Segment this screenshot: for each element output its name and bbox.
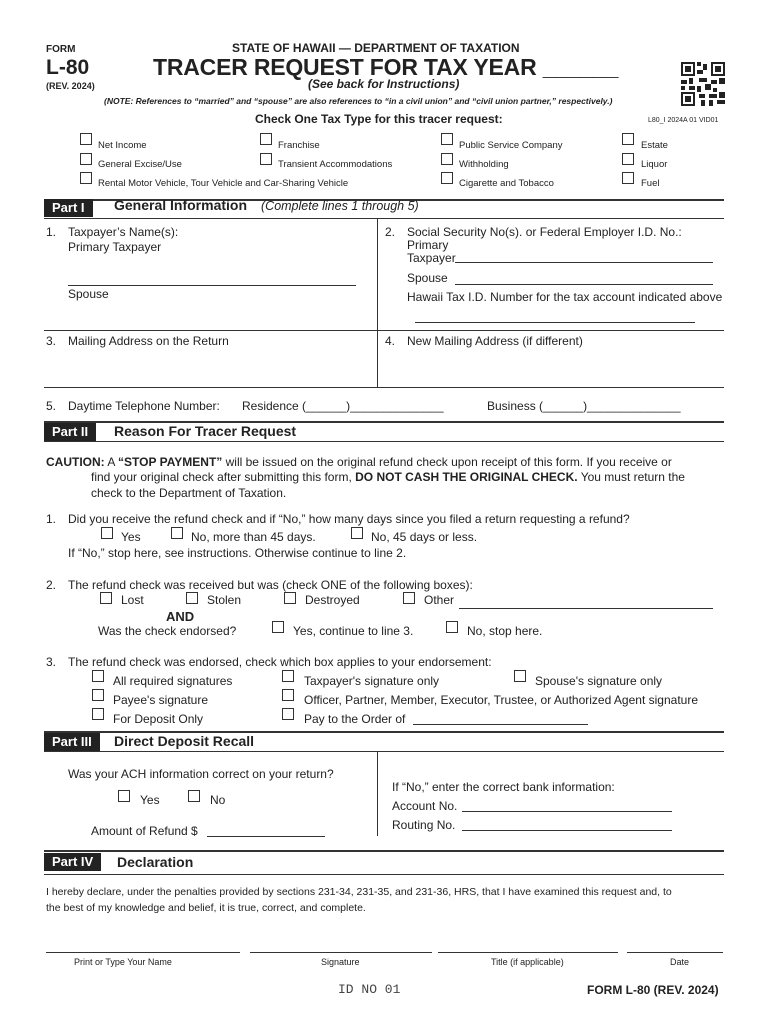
form-number: L-80 xyxy=(46,56,90,79)
part1-bottom-rule xyxy=(44,218,724,219)
label-rental-motor-vehicle: Rental Motor Vehicle, Tour Vehicle and Car-Sharing Vehicle xyxy=(98,178,349,189)
q3-number: 3. xyxy=(46,655,57,669)
label-public-service-company: Public Service Company xyxy=(459,140,563,151)
page-title: TRACER REQUEST FOR TAX YEAR ______ xyxy=(153,54,619,80)
q1-text: Did you receive the refund check and if “No,” how many days since you filed a return requesting a refund? xyxy=(68,512,630,526)
checkbox-ach-no[interactable] xyxy=(188,790,200,802)
checkbox-transient-accommodations[interactable] xyxy=(260,153,272,165)
line3-label: Mailing Address on the Return xyxy=(68,334,229,348)
pay-to-order-label: Pay to the Order of xyxy=(304,712,406,726)
primary-taxpayer-label: Primary Taxpayer xyxy=(68,240,162,254)
destroyed-label: Destroyed xyxy=(305,593,360,607)
ach-question: Was your ACH information correct on your return? xyxy=(68,767,334,781)
ssn-primary-label: Primary xyxy=(407,238,449,252)
signature-input[interactable] xyxy=(250,952,432,953)
routing-number-input[interactable] xyxy=(462,830,672,831)
checkbox-payee-signature[interactable] xyxy=(92,689,104,701)
line1-label: Taxpayer’s Name(s): xyxy=(68,225,179,239)
print-name-input[interactable] xyxy=(46,952,240,953)
label-cigarette-tobacco: Cigarette and Tobacco xyxy=(459,178,554,189)
account-number-input[interactable] xyxy=(462,811,672,812)
department-name: STATE OF HAWAII — DEPARTMENT OF TAXATION xyxy=(232,41,520,55)
amount-of-refund-label: Amount of Refund $ xyxy=(91,824,198,838)
q3-text: The refund check was endorsed, check which box applies to your endorsement: xyxy=(68,655,492,669)
payee-signature-label: Payee's signature xyxy=(113,693,209,707)
checkbox-pay-to-order[interactable] xyxy=(282,708,294,720)
other-reason-input[interactable] xyxy=(459,608,713,609)
label-liquor: Liquor xyxy=(641,159,668,170)
checkbox-general-excise[interactable] xyxy=(80,153,92,165)
line5-number: 5. xyxy=(46,399,57,413)
and-label: AND xyxy=(166,609,195,624)
checkbox-q1-yes[interactable] xyxy=(101,527,113,539)
checkbox-spouse-signature-only[interactable] xyxy=(514,670,526,682)
line3-top-rule xyxy=(44,330,724,331)
checkbox-lost[interactable] xyxy=(100,592,112,604)
q2-text: The refund check was received but was (check ONE of the following boxes): xyxy=(68,578,473,592)
part4-bottom-rule xyxy=(44,874,724,875)
caution-line-1: CAUTION: A “STOP PAYMENT” will be issued on the original refund check upon receipt of this form. If you receive or xyxy=(46,455,672,469)
checkbox-ach-yes[interactable] xyxy=(118,790,130,802)
residence-phone-field[interactable]: Residence (______)______________ xyxy=(242,399,444,413)
correct-bank-info-label: If “No,” enter the correct bank information: xyxy=(392,780,615,794)
part4-top-rule xyxy=(44,850,724,852)
line3-number: 3. xyxy=(46,334,57,348)
part2-bottom-rule xyxy=(44,441,724,442)
form-revision: (REV. 2024) xyxy=(46,81,95,91)
line3-bottom-rule xyxy=(44,387,724,388)
checkbox-q1-45-or-less[interactable] xyxy=(351,527,363,539)
checkbox-public-service-company[interactable] xyxy=(441,133,453,145)
endorsed-yes-label: Yes, continue to line 3. xyxy=(293,624,414,638)
routing-number-label: Routing No. xyxy=(392,818,456,832)
checkbox-fuel[interactable] xyxy=(622,172,634,184)
hawaii-tax-id-label: Hawaii Tax I.D. Number for the tax account indicated above xyxy=(407,290,723,304)
title-label: Title (if applicable) xyxy=(491,957,564,967)
primary-taxpayer-input[interactable] xyxy=(68,285,356,286)
part2-title: Reason For Tracer Request xyxy=(114,423,297,439)
stolen-label: Stolen xyxy=(207,593,242,607)
checkbox-all-required-signatures[interactable] xyxy=(92,670,104,682)
amount-of-refund-input[interactable] xyxy=(207,836,325,837)
date-input[interactable] xyxy=(627,952,723,953)
qr-code-icon xyxy=(681,62,725,106)
caution-line-3: check to the Department of Taxation. xyxy=(91,486,287,500)
checkbox-taxpayer-signature-only[interactable] xyxy=(282,670,294,682)
line2-number: 2. xyxy=(385,225,396,239)
label-estate: Estate xyxy=(641,140,668,151)
title-input[interactable] xyxy=(438,952,618,953)
endorsed-question: Was the check endorsed? xyxy=(98,624,237,638)
label-transient-accommodations: Transient Accommodations xyxy=(278,159,393,170)
part1-subtitle: (Complete lines 1 through 5) xyxy=(261,199,419,213)
label-net-income: Net Income xyxy=(98,140,147,151)
part4-tab: Part IV xyxy=(44,853,101,871)
form-id-code: L80_I 2024A 01 VID01 xyxy=(648,117,719,124)
checkbox-other[interactable] xyxy=(403,592,415,604)
q1-number: 1. xyxy=(46,512,57,526)
q1-more-than-45-label: No, more than 45 days. xyxy=(191,530,316,544)
hawaii-tax-id-input[interactable] xyxy=(415,322,695,323)
declaration-line-1: I hereby declare, under the penalties provided by sections 231-34, 231-35, and 231-36, HRS, that I have examined this request and, to xyxy=(46,886,672,898)
label-fuel: Fuel xyxy=(641,178,660,189)
ach-no-label: No xyxy=(210,793,226,807)
pay-to-order-input[interactable] xyxy=(413,724,588,725)
for-deposit-only-label: For Deposit Only xyxy=(113,712,204,726)
label-general-excise: General Excise/Use xyxy=(98,159,182,170)
checkbox-q1-more-than-45[interactable] xyxy=(171,527,183,539)
checkbox-net-income[interactable] xyxy=(80,133,92,145)
checkbox-rental-motor-vehicle[interactable] xyxy=(80,172,92,184)
line4-number: 4. xyxy=(385,334,396,348)
checkbox-for-deposit-only[interactable] xyxy=(92,708,104,720)
taxpayer-signature-only-label: Taxpayer's signature only xyxy=(304,674,440,688)
q2-number: 2. xyxy=(46,578,57,592)
part3-tab: Part III xyxy=(44,733,100,751)
checkbox-withholding[interactable] xyxy=(441,153,453,165)
spouse-signature-only-label: Spouse's signature only xyxy=(535,674,663,688)
checkbox-officer-signature[interactable] xyxy=(282,689,294,701)
civil-union-note: (NOTE: References to “married” and “spouse” are also references to “in a civil union” and “civil union partner,” respectively.) xyxy=(104,96,613,106)
line1-number: 1. xyxy=(46,225,57,239)
checkbox-destroyed[interactable] xyxy=(284,592,296,604)
part1-column-divider xyxy=(377,218,378,387)
check-one-instruction: Check One Tax Type for this tracer request: xyxy=(255,112,503,126)
form-label: FORM xyxy=(46,44,76,55)
signature-label: Signature xyxy=(321,957,360,967)
line4-label: New Mailing Address (if different) xyxy=(407,334,583,348)
declaration-line-2: the best of my knowledge and belief, it is true, correct, and complete. xyxy=(46,902,366,914)
officer-signature-label: Officer, Partner, Member, Executor, Trustee, or Authorized Agent signature xyxy=(304,693,698,707)
id-number: ID NO 01 xyxy=(338,982,401,997)
part2-tab: Part II xyxy=(44,423,96,441)
endorsed-no-label: No, stop here. xyxy=(467,624,543,638)
checkbox-endorsed-yes[interactable] xyxy=(272,621,284,633)
checkbox-cigarette-tobacco[interactable] xyxy=(441,172,453,184)
checkbox-estate[interactable] xyxy=(622,133,634,145)
line5-label: Daytime Telephone Number: xyxy=(68,399,220,413)
business-phone-field[interactable]: Business (______)______________ xyxy=(487,399,681,413)
ssn-taxpayer-label: Taxpayer xyxy=(407,251,456,265)
part3-title: Direct Deposit Recall xyxy=(114,733,255,749)
checkbox-endorsed-no[interactable] xyxy=(446,621,458,633)
lost-label: Lost xyxy=(121,593,144,607)
checkbox-stolen[interactable] xyxy=(186,592,198,604)
line2-label: Social Security No(s). or Federal Employer I.D. No.: xyxy=(407,225,682,239)
caution-line-2: find your original check after submitting this form, DO NOT CASH THE ORIGINAL CHECK. You must return the xyxy=(91,470,685,484)
footer-form-label: FORM L-80 (REV. 2024) xyxy=(587,983,719,997)
part1-title: General Information xyxy=(114,197,248,213)
checkbox-franchise[interactable] xyxy=(260,133,272,145)
ssn-primary-input[interactable] xyxy=(455,262,713,263)
label-franchise: Franchise xyxy=(278,140,320,151)
other-label: Other xyxy=(424,593,455,607)
print-name-label: Print or Type Your Name xyxy=(74,957,172,967)
all-required-signatures-label: All required signatures xyxy=(113,674,233,688)
ssn-spouse-input[interactable] xyxy=(455,284,713,285)
date-label: Date xyxy=(670,957,690,967)
q1-yes-label: Yes xyxy=(121,530,141,544)
part1-tab: Part I xyxy=(44,199,93,217)
q1-45-or-less-label: No, 45 days or less. xyxy=(371,530,478,544)
ach-yes-label: Yes xyxy=(140,793,160,807)
ssn-spouse-label: Spouse xyxy=(407,271,448,285)
instructions-note: (See back for Instructions) xyxy=(308,77,460,91)
part3-column-divider xyxy=(377,751,378,836)
part3-bottom-rule xyxy=(44,751,724,752)
spouse-name-label: Spouse xyxy=(68,287,109,301)
checkbox-liquor[interactable] xyxy=(622,153,634,165)
label-withholding: Withholding xyxy=(459,159,509,170)
q1-note: If “No,” stop here, see instructions. Otherwise continue to line 2. xyxy=(68,546,407,560)
account-number-label: Account No. xyxy=(392,799,458,813)
part4-title: Declaration xyxy=(117,854,194,870)
